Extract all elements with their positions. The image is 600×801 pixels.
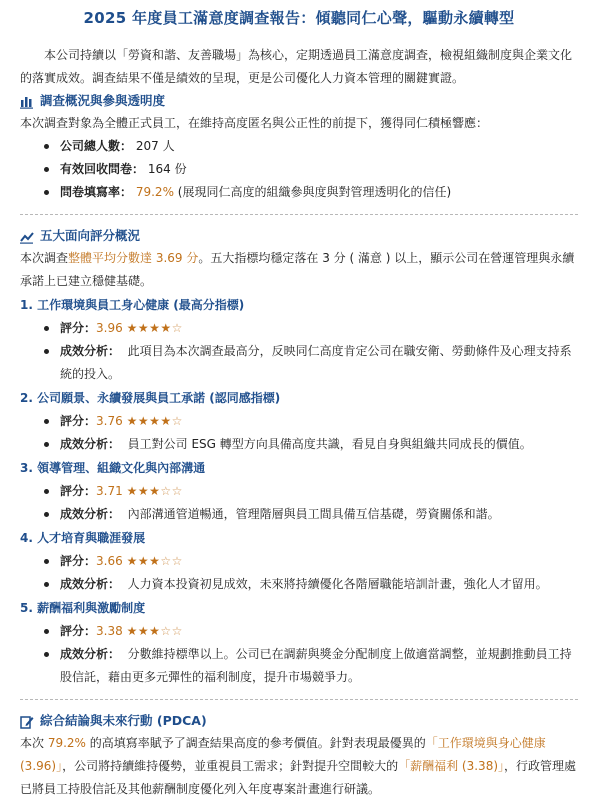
item-value: 164 份 [147, 162, 187, 176]
dimension-4: 4. 人才培育與職涯發展 評分：3.66 ★★★☆☆ 成效分析： 人力資本投資初見成效，未來將持續優化各階層職能培訓計畫，強化人才留用。 [20, 526, 578, 596]
section-divider [20, 699, 578, 700]
dimension-name: 領導管理、組織文化與內部溝通 [37, 461, 206, 475]
list-item [60, 181, 578, 204]
analysis-text: 分數維持標準以上。公司已在調薪與獎金分配制度上做適當調整，並規劃推動員工持股信託，藉由更多元彈性的福利制度，提升市場競爭力。 [60, 647, 572, 684]
analysis-item: 成效分析： 員工對公司 ESG 轉型方向具備高度共識，看見自身與組織共同成長的價值。 [60, 433, 578, 456]
star-rating-icon: ★★★☆☆ [126, 484, 183, 498]
dimension-3: 3. 領導管理、組織文化與內部溝通 評分：3.71 ★★★☆☆ 成效分析： 內部溝通管道暢通，管理階層與員工間具備互信基礎，勞資關係和諧。 [20, 456, 578, 526]
analysis-text: 此項目為本次調查最高分，反映同仁高度肯定公司在職安衛、勞動條件及心理支持系統的投入。 [60, 344, 572, 381]
analysis-item: 成效分析： 內部溝通管道暢通，管理階層與員工間具備互信基礎，勞資關係和諧。 [60, 503, 578, 526]
analysis-text: 內部溝通管道暢通，管理階層與員工間具備互信基礎，勞資關係和諧。 [127, 507, 500, 521]
star-rating-icon: ★★★★☆ [126, 321, 183, 335]
analysis-item: 成效分析： 人力資本投資初見成效，未來將持續優化各階層職能培訓計畫，強化人才留用。 [60, 573, 578, 596]
dimension-name: 工作環境與員工身心健康 (最高分指標) [37, 298, 245, 312]
low-dimension-highlight: 「薪酬福利 (3.38)」 [398, 759, 505, 773]
best-dimension-highlight: 「工作環境與身心健康 (3.96)」 [20, 736, 546, 773]
dimension-2: 2. 公司願景、永續發展與員工承諾 (認同感指標) 評分：3.76 ★★★★☆ 成效分析： 員工對公司 ESG 轉型方向具備高度共識，看見自身與組織共同成長的價值。 [20, 386, 578, 456]
item-value: 207 人 [135, 139, 175, 153]
trend-line-icon [20, 229, 34, 243]
section-heading-overview [20, 90, 578, 112]
item-value: 79.2% [135, 185, 174, 199]
page-title: 2025 年度員工滿意度調查報告：傾聽同仁心聲，驅動永續轉型 [83, 9, 515, 27]
score-item: 評分：3.76 ★★★★☆ [60, 410, 578, 433]
list-item [60, 158, 578, 181]
score-item: 評分：3.96 ★★★★☆ [60, 317, 578, 340]
intro-paragraph: 本公司持續以「勞資和諧、友善職場」為核心，定期透過員工滿意度調查，檢視組織制度與企業文化的落實成效。調查結果不僅是績效的呈現，更是公司優化人力資本管理的關鍵實證。 [20, 48, 573, 85]
score-item: 評分：3.38 ★★★☆☆ [60, 620, 578, 643]
dimension-name: 人才培育與職涯發展 [37, 531, 146, 545]
section-heading-conclusion [20, 710, 578, 732]
item-label: 有效回收問卷： [60, 162, 145, 176]
section-heading-scores [20, 225, 578, 247]
dimension-5: 5. 薪酬福利與激勵制度 評分：3.38 ★★★☆☆ 成效分析： 分數維持標準以上。公司已在調薪與獎金分配制度上做適當調整，並規劃推動員工持股信託，藉由更多元彈性的福利制度，提升市場競爭力。 [20, 596, 578, 689]
dimension-name: 公司願景、永續發展與員工承諾 (認同感指標) [37, 391, 281, 405]
list-item [60, 135, 578, 158]
score-value: 3.96 [96, 321, 123, 335]
score-value: 3.66 [96, 554, 123, 568]
section-heading-text: 五大面向評分概況 [40, 228, 141, 243]
overall-score-highlight: 整體平均分數達 3.69 分 [68, 251, 199, 265]
star-rating-icon: ★★★☆☆ [126, 624, 183, 638]
section-divider [20, 214, 578, 215]
star-rating-icon: ★★★★☆ [126, 414, 183, 428]
section-heading-text: 調查概況與參與透明度 [40, 93, 166, 108]
analysis-item: 成效分析： 分數維持標準以上。公司已在調薪與獎金分配制度上做適當調整，並規劃推動員工持股信託，藉由更多元彈性的福利制度，提升市場競爭力。 [60, 643, 578, 689]
analysis-item: 成效分析： 此項目為本次調查最高分，反映同仁高度肯定公司在職安衛、勞動條件及心理支持系統的投入。 [60, 340, 578, 386]
rate-highlight: 79.2% [47, 736, 86, 750]
bar-chart-icon [20, 94, 34, 108]
score-value: 3.76 [96, 414, 123, 428]
star-rating-icon: ★★★☆☆ [126, 554, 183, 568]
analysis-text: 員工對公司 ESG 轉型方向具備高度共識，看見自身與組織共同成長的價值。 [127, 437, 532, 451]
item-label: 問卷填寫率： [60, 185, 133, 199]
overview-list [20, 135, 578, 204]
dimension-1: 1. 工作環境與員工身心健康 (最高分指標) 評分：3.96 ★★★★☆ 成效分析： 此項目為本次調查最高分，反映同仁高度肯定公司在職安衛、勞動條件及心理支持系統的投入。 [20, 293, 578, 386]
scores-lead: 本次調查整體平均分數達 3.69 分。五大指標均穩定落在 3 分 ( 滿意 ) 以上，顯示公司在營運管理與永續承諾上已建立穩健基礎。 [20, 251, 575, 288]
section-heading-text: 綜合結論與未來行動 (PDCA) [40, 713, 207, 728]
conclusion-paragraph: 本次 79.2% 的高填寫率賦予了調查結果高度的參考價值。針對表現最優異的「工作環境與身心健康 (3.96)」，公司將持續維持優勢，並重視員工需求；針對提升空間較大的「薪酬福利 (3.38)」，行政管理處已將員工持股信託及其他薪酬制度優化列入年度專案計畫進行研議。 [20, 736, 577, 796]
item-label: 公司總人數： [60, 139, 133, 153]
overview-lead: 本次調查對象為全體正式員工，在維持高度匿名與公正性的前提下，獲得同仁積極響應： [20, 116, 489, 130]
score-value: 3.38 [96, 624, 123, 638]
analysis-text: 人力資本投資初見成效，未來將持續優化各階層職能培訓計畫，強化人才留用。 [127, 577, 548, 591]
score-item: 評分：3.71 ★★★☆☆ [60, 480, 578, 503]
item-note: (展現同仁高度的組織參與度與對管理透明化的信任) [173, 185, 452, 199]
edit-icon [20, 714, 34, 728]
score-item: 評分：3.66 ★★★☆☆ [60, 550, 578, 573]
score-value: 3.71 [96, 484, 123, 498]
dimension-name: 薪酬福利與激勵制度 [37, 601, 146, 615]
